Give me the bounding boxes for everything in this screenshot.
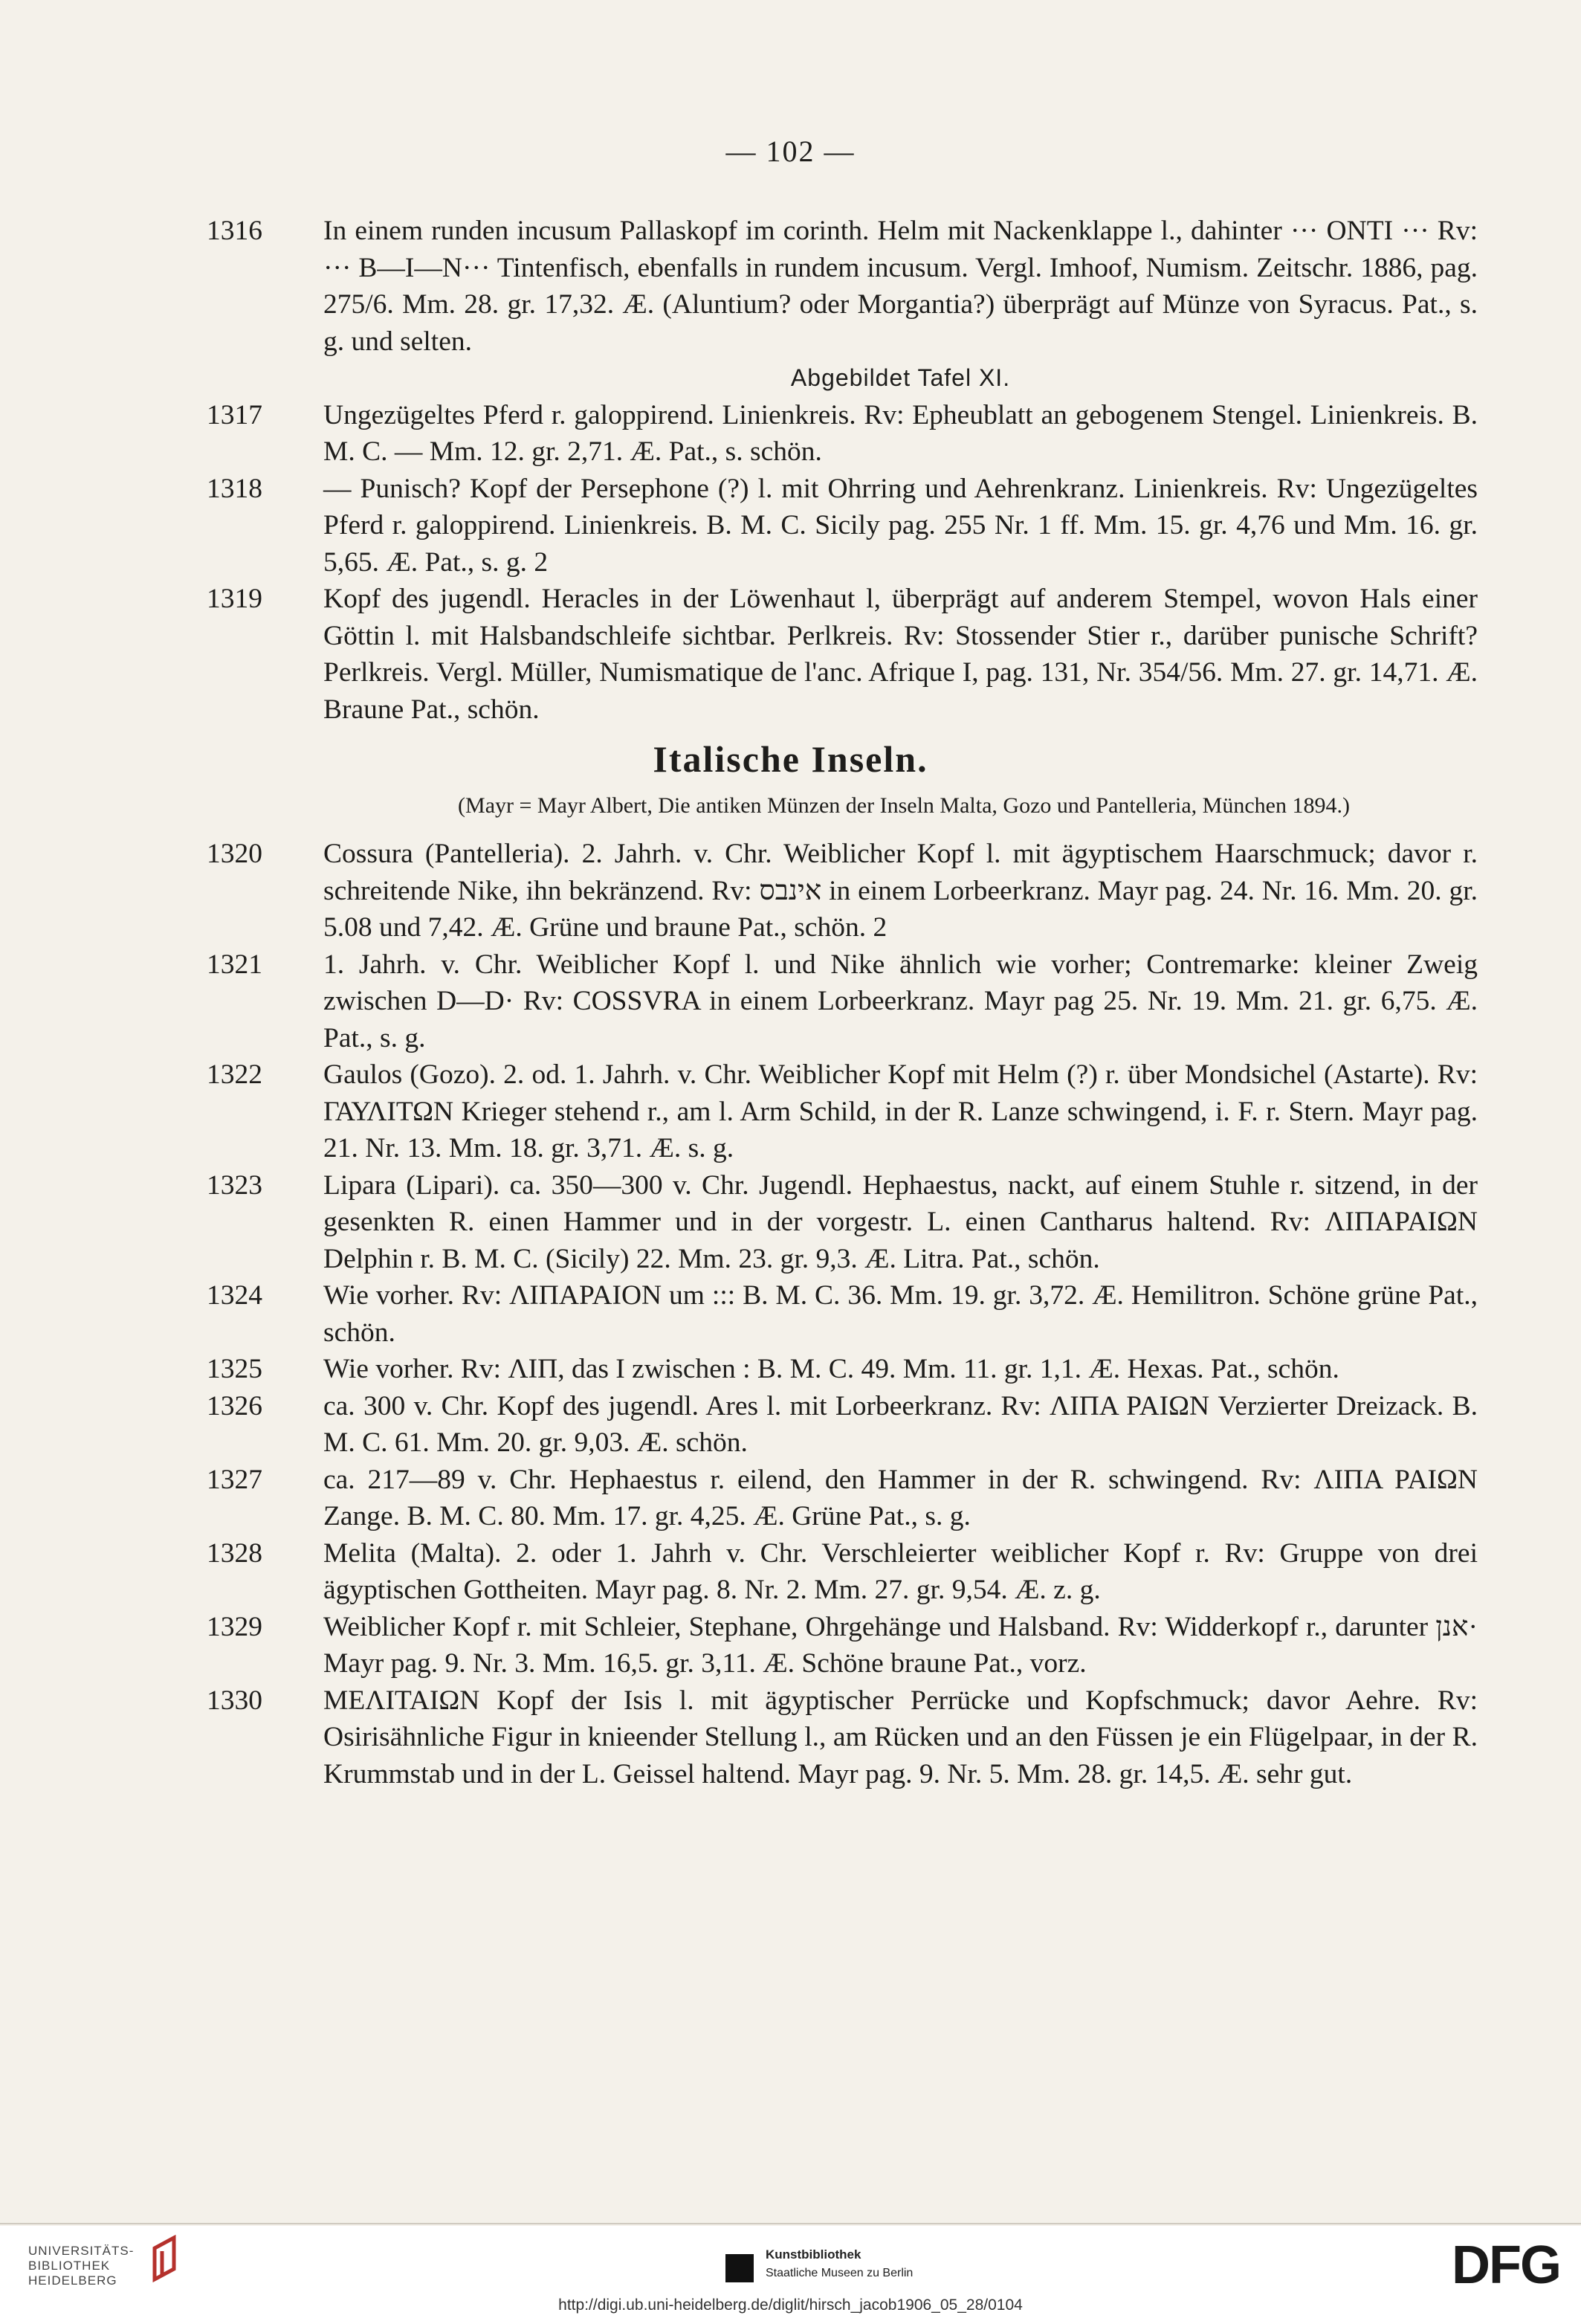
catalog-entry — [207, 471, 1478, 581]
entry-text: Lipara (Lipari). ca. 350—300 v. Chr. Jugendl. Hephaestus, nackt, auf einem Stuhle r. sitzend, in der gesenkten R. einen Hammer und in der vorgestr. L. einen Cantharus haltend. Rv: ΛΙΠΑΡΑΙΩΝ Delphin r. B. M. C. (Sicily) 22. Mm. 23. gr. 9,3. Æ. Litra. Pat., schön. — [323, 1169, 1478, 1274]
entry-text: Melita (Malta). 2. oder 1. Jahrh v. Chr. Verschleierter weiblicher Kopf r. Rv: Gruppe von drei ägyptischen Gottheiten. Mayr pag. 8. Nr. 2. Mm. 27. gr. 9,54. Æ. z. g. — [323, 1537, 1478, 1605]
catalog-entry — [207, 1682, 1478, 1793]
entry-number: 1327 — [207, 1464, 262, 1495]
entry-number: 1326 — [207, 1390, 262, 1421]
dfg-logo[interactable]: DFG — [1452, 2236, 1560, 2295]
kunstbibliothek-mark-icon — [725, 2254, 754, 2282]
footer — [0, 2226, 1581, 2324]
section-source-note: (Mayr = Mayr Albert, Die antiken Münzen der Inseln Malta, Gozo und Pantelleria, München 1894.) — [458, 793, 1350, 818]
entry-text: — Punisch? Kopf der Persephone (?) l. mit Ohrring und Aehrenkranz. Linienkreis. Rv: Ungezügeltes Pferd r. galoppirend. Linienkreis. B. M. C. Sicily pag. 255 Nr. 1 ff. Mm. 15. gr. 4,76 und Mm. 16. gr. 5,65. Æ. Pat., s. g. 2 — [323, 473, 1478, 578]
catalog-entry — [207, 1277, 1478, 1351]
catalog-entry — [207, 397, 1478, 471]
entry-text: ΜΕΛΙΤΑΙΩΝ Kopf der Isis l. mit ägyptischer Perrücke und Kopfschmuck; davor Aehre. Rv: Osirisähnliche Figur in knieender Stellung l., am Rücken und an den Füssen je ein Flügelpaar, in der R. Krummstab und in der L. Geissel haltend. Mayr pag. 9. Nr. 5. Mm. 28. gr. 14,5. Æ. sehr gut. — [323, 1685, 1478, 1789]
entry-number: 1318 — [207, 473, 262, 504]
catalog-entry — [207, 1462, 1478, 1535]
catalog-entry — [207, 1351, 1478, 1388]
source-url[interactable]: http://digi.ub.uni-heidelberg.de/diglit/hirsch_jacob1906_05_28/0104 — [558, 2296, 1023, 2314]
catalog-entries-bottom — [207, 836, 1478, 1792]
entry-text: Ungezügeltes Pferd r. galoppirend. Linienkreis. Rv: Epheublatt an gebogenem Stengel. Linienkreis. B. M. C. — Mm. 12. gr. 2,71. Æ. Pat., s. schön. — [323, 399, 1478, 467]
entry-text: Cossura (Pantelleria). 2. Jahrh. v. Chr. Weiblicher Kopf l. mit ägyptischem Haarschmuck; davor r. schreitende Nike, ihn bekränzend. Rv: אינבס in einem Lorbeerkranz. Mayr pag. 24. Nr. 16. Mm. 20. gr. 5.08 und 7,42. Æ. Grüne und braune Pat., schön. 2 — [323, 839, 1478, 943]
entry-number: 1317 — [207, 399, 262, 430]
logo-line: HEIDELBERG — [28, 2273, 117, 2288]
entry-text: In einem runden incusum Pallaskopf im corinth. Helm mit Nackenklappe l., dahinter ··· ONTI ··· Rv: ··· B—I—N··· Tintenfisch, ebenfalls in rundem incusum. Vergl. Imhoof, Numism. Zeitschr. 1886, pag. 275/6. Mm. 28. gr. 17,32. Æ. (Aluntium? oder Morgantia?) überprägt auf Münze von Syracus. Pat., s. g. und selten. — [323, 216, 1478, 357]
catalog-entries-top — [207, 213, 1478, 728]
catalog-entry — [207, 1535, 1478, 1609]
entry-number: 1330 — [207, 1685, 262, 1716]
logo-line: BIBLIOTHEK — [28, 2259, 111, 2273]
page-number: — 102 — — [725, 135, 856, 168]
university-library-logo[interactable] — [28, 2244, 134, 2288]
catalog-entry — [207, 1609, 1478, 1682]
section-heading: Italische Inseln. — [653, 738, 928, 780]
entry-text: ca. 300 v. Chr. Kopf des jugendl. Ares l. mit Lorbeerkranz. Rv: ΛΙΠΑ ΡΑΙΩΝ Verzierter Dreizack. B. M. C. 61. Mm. 20. gr. 9,03. Æ. schön. — [323, 1390, 1478, 1458]
entry-text: Kopf des jugendl. Heracles in der Löwenhaut l, überprägt auf anderem Stempel, wovon Hals einer Göttin l. mit Halsbandschleife sichtbar. Perlkreis. Rv: Stossender Stier r., darüber punische Schrift? Perlkreis. Vergl. Müller, Numismatique de l'anc. Afrique I, pag. 131, Nr. 354/56. Mm. 27. gr. 14,71. Æ. Braune Pat., schön. — [323, 584, 1478, 725]
logo-line: UNIVERSITÄTS- — [28, 2244, 135, 2258]
entry-number: 1329 — [207, 1611, 262, 1642]
kunstbibliothek-title: Kunstbibliothek — [766, 2247, 861, 2262]
entry-number: 1320 — [207, 839, 262, 869]
entry-number: 1319 — [207, 584, 262, 614]
kunstbibliothek-subtitle: Staatliche Museen zu Berlin — [766, 2267, 914, 2279]
catalog-entry — [207, 1388, 1478, 1462]
entry-number: 1323 — [207, 1169, 262, 1201]
catalog-entry — [207, 836, 1478, 946]
catalog-entry — [207, 946, 1478, 1057]
entry-text: Wie vorher. Rv: ΛΙΠΑΡΑΙΟΝ um ::: B. M. C. 36. Mm. 19. gr. 3,72. Æ. Hemilitron. Schöne grüne Pat., schön. — [323, 1280, 1478, 1348]
catalog-entry — [207, 213, 1478, 397]
entry-number: 1324 — [207, 1280, 262, 1311]
catalog-entry — [207, 581, 1478, 728]
catalog-entry — [207, 1167, 1478, 1278]
entry-number: 1322 — [207, 1059, 262, 1090]
entry-number: 1325 — [207, 1354, 262, 1384]
entry-text: Gaulos (Gozo). 2. od. 1. Jahrh. v. Chr. Weiblicher Kopf mit Helm (?) r. über Mondsichel (Astarte). Rv: ΓΑΥΛΙΤΩΝ Krieger stehend r., am l. Arm Schild, in der R. Lanze schwingend, i. F. r. Stern. Mayr pag. 21. Nr. 13. Mm. 18. gr. 3,71. Æ. s. g. — [323, 1059, 1478, 1163]
entry-text: ca. 217—89 v. Chr. Hephaestus r. eilend, den Hammer in der R. schwingend. Rv: ΛΙΠΑ ΡΑΙΩΝ Zange. B. M. C. 80. Mm. 17. gr. 4,25. Æ. Grüne Pat., s. g. — [323, 1464, 1478, 1531]
library-mark-icon — [144, 2233, 184, 2285]
entry-text: Weiblicher Kopf r. mit Schleier, Stephane, Ohrgehänge und Halsband. Rv: Widderkopf r., darunter אנן· Mayr pag. 9. Nr. 3. Mm. 16,5. gr. 3,11. Æ. Schöne braune Pat., vorz. — [323, 1611, 1478, 1679]
entry-text: Wie vorher. Rv: ΛΙΠ, das I zwischen : B. M. C. 49. Mm. 11. gr. 1,1. Æ. Hexas. Pat., schön. — [323, 1354, 1339, 1384]
footer-divider — [0, 2223, 1581, 2224]
entry-number: 1316 — [207, 216, 262, 246]
entry-number: 1321 — [207, 949, 262, 980]
catalog-entry — [207, 1056, 1478, 1167]
entry-plate-reference: Abgebildet Tafel XI. — [790, 364, 1011, 391]
entry-text: 1. Jahrh. v. Chr. Weiblicher Kopf l. und Nike ähnlich wie vorher; Contremarke: kleiner Zweig zwischen D—D· Rv: COSSVRA in einem Lorbeerkranz. Mayr pag 25. Nr. 19. Mm. 21. gr. 6,75. Æ. Pat., s. g. — [323, 949, 1478, 1053]
entry-number: 1328 — [207, 1537, 262, 1569]
